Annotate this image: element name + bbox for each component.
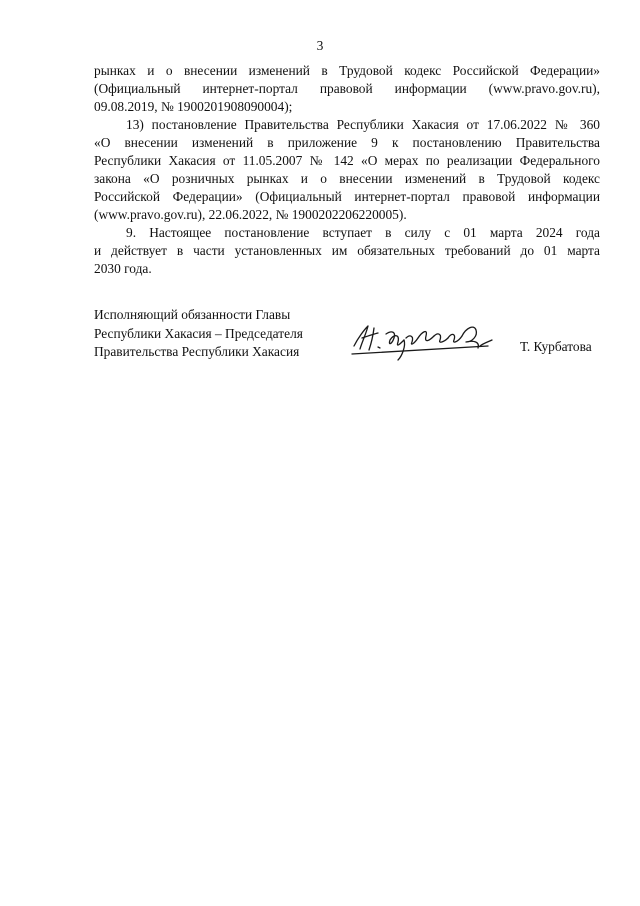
signatory-name: Т. Курбатова — [520, 339, 592, 354]
page-number: 3 — [316, 38, 324, 53]
text-line: 9. Настоящее постановление вступает в силу с 01 марта 2024 года — [126, 225, 600, 240]
text-line: 2030 года. — [94, 261, 152, 276]
signatory-title — [94, 306, 303, 362]
paragraph-item-12-tail — [94, 62, 600, 116]
text-line: рынках и о внесении изменений в Трудовой кодекс Российской Федерации» — [94, 63, 600, 78]
text-line: (Официальный интернет-портал правовой информации (www.pravo.gov.ru), — [94, 81, 600, 96]
document-body — [94, 62, 600, 278]
text-line: закона «О розничных рынках и о внесении изменений в Трудовой кодекс — [94, 171, 600, 186]
signatory-title-line: Исполняющий обязанности Главы — [94, 307, 291, 322]
text-line: Республики Хакасия от 11.05.2007 № 142 «О мерах по реализации Федерального — [94, 153, 600, 168]
text-line: и действует в части установленных им обязательных требований до 01 марта — [94, 243, 600, 258]
paragraph-item-13 — [94, 116, 600, 224]
text-line: Российской Федерации» (Официальный интернет-портал правовой информации — [94, 189, 600, 204]
text-line: 09.08.2019, № 1900201908090004); — [94, 99, 293, 114]
signatory-title-line: Республики Хакасия – Председателя — [94, 325, 303, 341]
handwritten-signature — [348, 316, 496, 362]
text-line: (www.pravo.gov.ru), 22.06.2022, № 1900202206220005). — [94, 207, 407, 222]
text-line: 13) постановление Правительства Республики Хакасия от 17.06.2022 № 360 — [126, 117, 600, 132]
signatory-title-line: Правительства Республики Хакасия — [94, 344, 300, 359]
text-line: «О внесении изменений в приложение 9 к постановлению Правительства — [94, 135, 600, 150]
paragraph-item-9 — [94, 224, 600, 278]
